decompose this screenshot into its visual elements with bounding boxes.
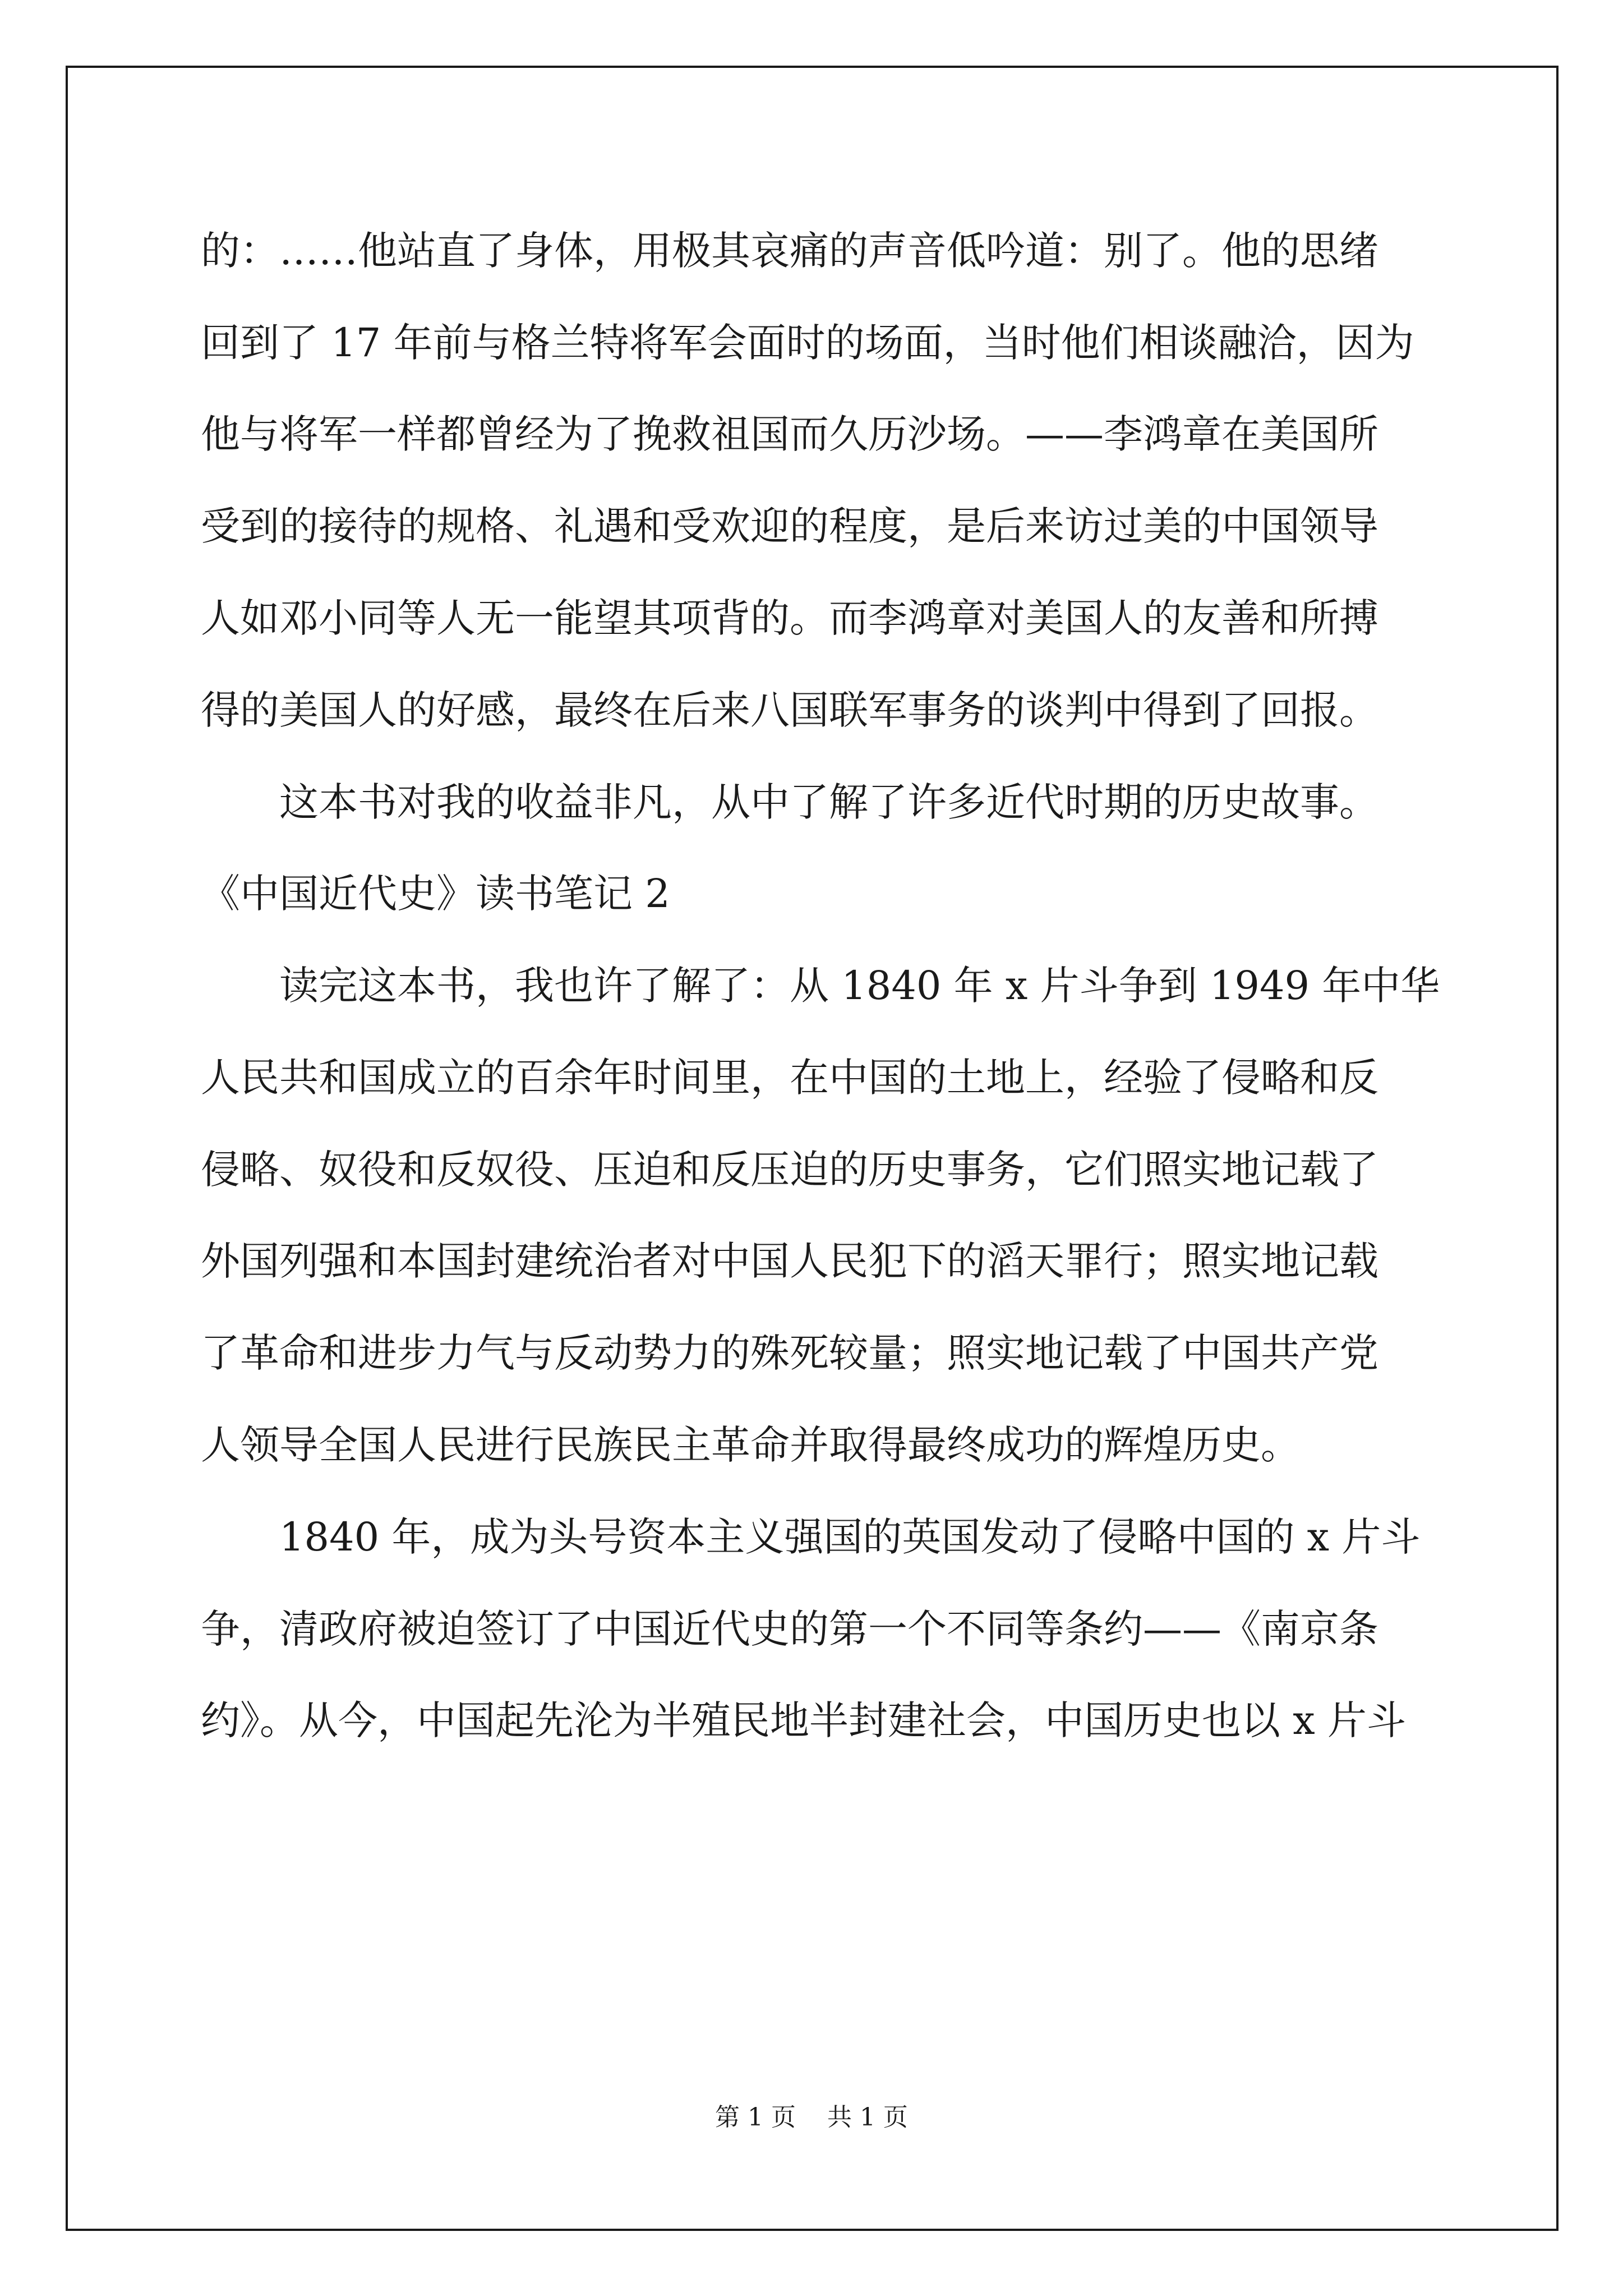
- paragraph-line: 人如邓小同等人无一能望其项背的。而李鸿章对美国人的友善和所搏: [201, 595, 1378, 641]
- paragraph-line: 侵略、奴役和反奴役、压迫和反压迫的历史事务，它们照实地记载了: [201, 1147, 1378, 1193]
- section-heading: 《中国近代史》读书笔记 2: [201, 871, 670, 917]
- paragraph-line: 读完这本书，我也许了解了：从 1840 年 x 片斗争到 1949 年中华: [279, 963, 1440, 1009]
- paragraph-line: 的：……他站直了身体，用极其哀痛的声音低吟道：别了。他的思绪: [201, 228, 1378, 274]
- paragraph-line: 约》。从今，中国起先沦为半殖民地半封建社会，中国历史也以 x 片斗: [201, 1697, 1406, 1743]
- paragraph-line: 他与将军一样都曾经为了挽救祖国而久历沙场。——李鸿章在美国所: [201, 411, 1378, 457]
- paragraph-line: 人领导全国人民进行民族民主革命并取得最终成功的辉煌历史。: [201, 1422, 1300, 1468]
- page-number: 第 1 页 共 1 页: [715, 2103, 908, 2132]
- paragraph-line: 1840 年，成为头号资本主义强国的英国发动了侵略中国的 x 片斗: [279, 1514, 1421, 1560]
- paragraph-line: 人民共和国成立的百余年时间里，在中国的土地上，经验了侵略和反: [201, 1055, 1378, 1101]
- paragraph-line: 回到了 17 年前与格兰特将军会面时的场面，当时他们相谈融洽，因为: [201, 320, 1414, 366]
- paragraph-line: 争，清政府被迫签订了中国近代史的第一个不同等条约——《南京条: [201, 1606, 1378, 1652]
- paragraph-line: 得的美国人的好感，最终在后来八国联军事务的谈判中得到了回报。: [201, 687, 1378, 733]
- paragraph-line: 受到的接待的规格、礼遇和受欢迎的程度，是后来访过美的中国领导: [201, 503, 1378, 549]
- paragraph-line: 了革命和进步力气与反动势力的殊死较量；照实地记载了中国共产党: [201, 1330, 1378, 1376]
- paragraph-line: 外国列强和本国封建统治者对中国人民犯下的滔天罪行；照实地记载: [201, 1238, 1378, 1284]
- paragraph-line: 这本书对我的收益非凡，从中了解了许多近代时期的历史故事。: [279, 779, 1378, 825]
